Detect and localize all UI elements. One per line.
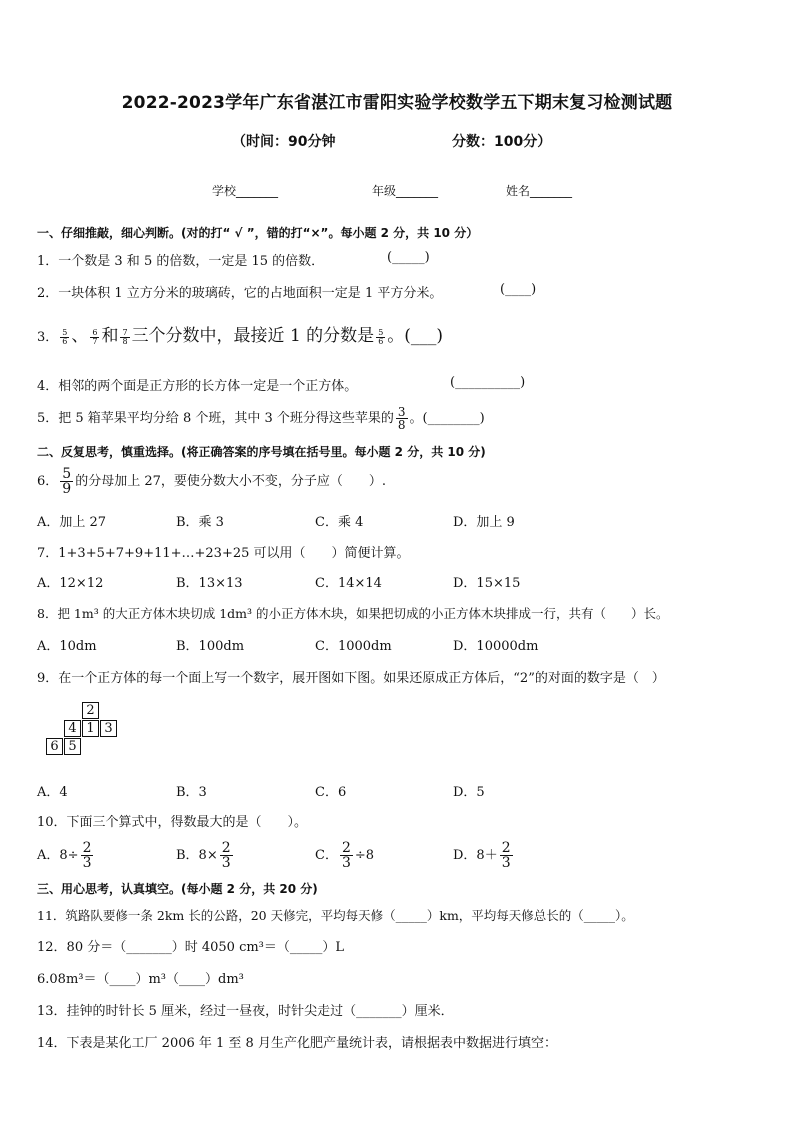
q8-option-d: D．10000dm (453, 639, 539, 654)
q10-option-d: D．8＋ $\frac{2}{3}$ (453, 840, 511, 871)
net-cell: 1 (82, 720, 99, 737)
time-label: （时间：90分钟 (232, 134, 336, 150)
question-13: 13．挂钟的时针长 5 厘米，经过一昼夜，时针尖走过（_______）厘米． (37, 1004, 454, 1019)
question-12: 12．80 分＝（_______）时 4050 cm³＝（_____）L (37, 940, 345, 955)
net-cell: 4 (64, 720, 81, 737)
q6-option-c: C．乘 4 (315, 515, 364, 530)
section1-heading: 一、仔细推敲，细心判断。(对的打“ √ ”，错的打“×”。每小题 2 分，共 10 分） (37, 226, 479, 240)
page-title: 2022-2023学年广东省湛江市雷阳实验学校数学五下期末复习检测试题 (121, 93, 673, 113)
q9-option-c: C．6 (315, 785, 347, 800)
q7-option-b: B．13×13 (176, 576, 243, 591)
q6-option-b: B．乘 3 (176, 515, 224, 530)
q7-option-c: C．14×14 (315, 576, 382, 591)
question-14: 14．下表是某化工厂 2006 年 1 至 8 月生产化肥产量统计表，请根据表中数据进行填空： (37, 1036, 557, 1051)
q5-end: 。(________) (409, 411, 485, 426)
q8-option-b: B．100dm (176, 639, 245, 654)
question-3 (37, 322, 443, 352)
question-2: 2．一块体积 1 立方分米的玻璃砖，它的占地面积一定是 1 平方分米。 (37, 286, 443, 301)
question-6 (37, 464, 386, 500)
question-4: 4．相邻的两个面是正方形的长方体一定是一个正方体。 (37, 379, 358, 394)
q10-d-fraction: $\frac{2}{3}$ (501, 840, 511, 871)
question-9: 9．在一个正方体的每一个面上写一个数字，展开图如下图。如果还原成正方体后，“2”的对面的数字是（ ） (37, 671, 665, 686)
net-cell: 6 (46, 738, 63, 755)
q6-option-a: A．加上 27 (37, 515, 107, 530)
cube-net-figure (44, 702, 144, 762)
q10-c-fraction: $\frac{2}{3}$ (341, 840, 351, 871)
q10-option-c: C． $\frac{2}{3}$ ÷8 (315, 840, 375, 871)
question-11: 11．筑路队要修一条 2km 长的公路，20 天修完，平均每天修（_____）km，平均每天修总长的（_____）。 (37, 908, 634, 923)
q3-fraction-4: $\frac{5}{6}$ (378, 328, 384, 346)
question-2-blank: (____) (500, 282, 537, 297)
net-cell: 3 (100, 720, 117, 737)
q3-and: 和 (101, 326, 119, 346)
q8-option-c: C．1000dm (315, 639, 392, 654)
question-7: 7．1+3+5+7+9+11+…+23+25 可以用（ ）简便计算。 (37, 546, 410, 561)
q6-text: 的分母加上 27，要使分数大小不变，分子应（ ）. (75, 474, 387, 489)
question-12-line2: 6.08m³＝（____）m³（____）dm³ (37, 972, 244, 987)
q10-b-fraction: $\frac{2}{3}$ (221, 840, 231, 871)
q10-option-a: A．8÷ $\frac{2}{3}$ (37, 840, 92, 871)
q8-option-a: A．10dm (37, 639, 97, 654)
name-field: 姓名_______ (506, 184, 573, 198)
q9-option-d: D．5 (453, 785, 485, 800)
section2-heading: 二、反复思考，慎重选择。(将正确答案的序号填在括号里。每小题 2 分，共 10 分) (37, 445, 486, 459)
q6-prefix: 6． (37, 474, 59, 489)
score-label: 分数：100分） (452, 134, 552, 150)
q10-option-b: B．8× $\frac{2}{3}$ (176, 840, 231, 871)
grade-field: 年级_______ (372, 184, 439, 198)
q7-option-a: A．12×12 (37, 576, 104, 591)
q5-fraction: $\frac{3}{8}$ (397, 405, 406, 432)
q3-fraction-2: $\frac{6}{7}$ (92, 328, 98, 346)
question-1: 1．一个数是 3 和 5 的倍数，一定是 15 的倍数． (37, 254, 325, 269)
q9-option-b: B．3 (176, 785, 207, 800)
question-4-blank: (__________) (450, 375, 526, 390)
question-1-blank: (_____) (387, 250, 430, 265)
net-cell: 5 (64, 738, 81, 755)
q3-fraction-3: $\frac{7}{8}$ (122, 328, 128, 346)
q9-option-a: A．4 (37, 785, 68, 800)
q7-option-d: D．15×15 (453, 576, 521, 591)
question-5 (37, 404, 485, 434)
question-8: 8．把 1m³ 的大正方体木块切成 1dm³ 的小正方体木块，如果把切成的小正方体木块排成一行，共有（ ）长。 (37, 606, 669, 621)
q3-separator: 、 (71, 326, 89, 346)
q10-a-fraction: $\frac{2}{3}$ (82, 840, 92, 871)
q5-text: 5．把 5 箱苹果平均分给 8 个班，其中 3 个班分得这些苹果的 (37, 411, 394, 426)
q6-option-d: D．加上 9 (453, 515, 515, 530)
q3-prefix: 3． (37, 330, 59, 345)
section3-heading: 三、用心思考，认真填空。(每小题 2 分，共 20 分) (37, 882, 318, 896)
question-10: 10．下面三个算式中，得数最大的是（ ）。 (37, 815, 308, 830)
q3-end: 。(___) (387, 326, 444, 346)
q3-fraction-1: $\frac{5}{6}$ (62, 328, 68, 346)
q3-text: 三个分数中，最接近 1 的分数是 (131, 326, 375, 346)
net-cell: 2 (82, 702, 99, 719)
q6-fraction: $\frac{5}{9}$ (62, 466, 72, 497)
school-field: 学校_______ (212, 184, 279, 198)
